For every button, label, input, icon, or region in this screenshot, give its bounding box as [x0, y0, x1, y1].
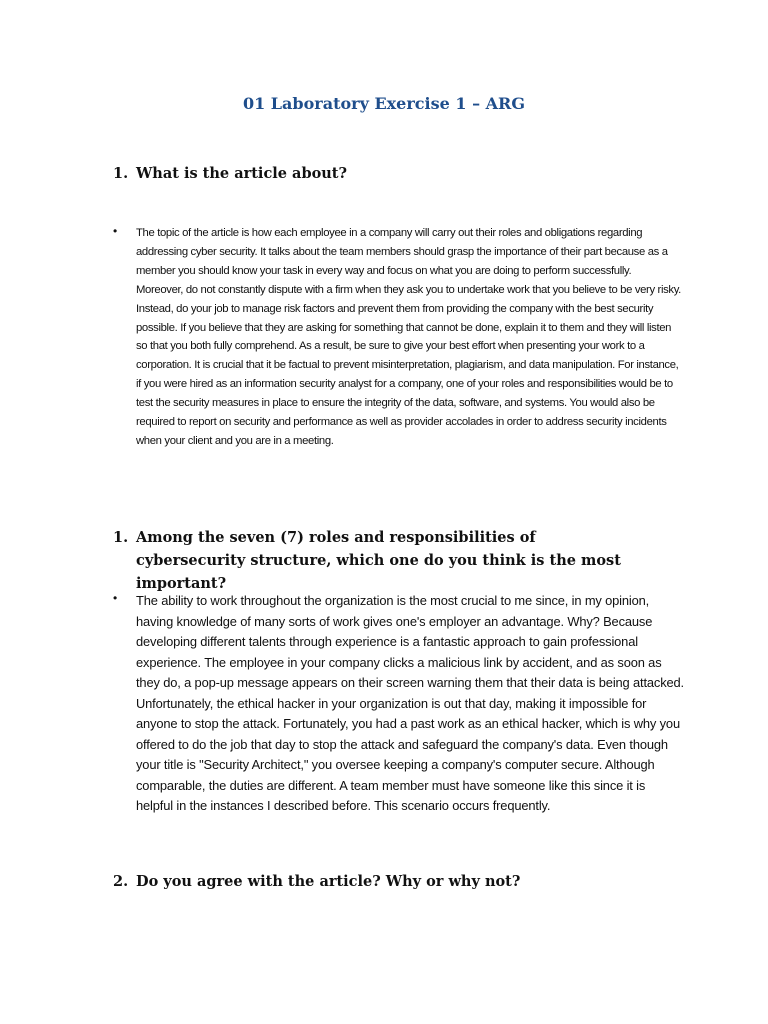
question-1-number: 1.	[113, 165, 129, 182]
bullet-icon: •	[113, 224, 118, 238]
question-1-text: What is the article about?	[136, 165, 347, 182]
answer-2-paragraph: The ability to work throughout the organization is the most crucial to me since, in my opinion, having knowledge of many sorts of work gives one's employer an advantage. Why? Because developing different talents through experience is a fantastic approach to gain professional experience. The employee in your company clicks a malicious link by accident, and as soon as they do, a pop-up message appears on their screen warning them that their data is being attacked. Unfortunately, the ethical hacker in your organization is out that day, making it impossible for anyone to stop the attack. Fortunately, you had a past work as an ethical hacker, which is why you offered to do the job that day to stop the attack and safeguard the company's data. Even though your title is "Security Architect," you oversee keeping a company's computer secure. Although comparable, the duties are different. A team member must have someone like this since it is helpful in the instances I described before. This scenario occurs frequently.	[136, 593, 684, 813]
question-3-text: Do you agree with the article? Why or why not?	[136, 873, 521, 890]
question-3-heading	[113, 870, 633, 893]
question-1-heading	[113, 162, 633, 185]
question-2-text: Among the seven (7) roles and responsibilities of cybersecurity structure, which one do you think is the most important?	[136, 529, 621, 592]
document-title: 01 Laboratory Exercise 1 – ARG	[242, 94, 526, 113]
question-2-number: 1.	[113, 529, 129, 546]
answer-1-paragraph: The topic of the article is how each employee in a company will carry out their roles and obligations regarding addressing cyber security. It talks about the team members should grasp the importance of their part because as a member you should know your task in every way and focus on what you are doing to perform successfully. Moreover, do not constantly dispute with a firm when they ask you to undertake work that you believe to be very risky. Instead, do your job to manage risk factors and prevent them from providing the company with the best security possible. If you believe that they are asking for something that cannot be done, explain it to them and they will listen so that you both fully comprehend. As a result, be sure to give your best effort when presenting your work to a corporation. It is crucial that it be factual to prevent misinterpretation, plagiarism, and data manipulation. For instance, if you were hired as an information security analyst for a company, one of your roles and responsibilities would be to test the security measures in place to ensure the integrity of the data, software, and systems. You would also be required to report on security and performance as well as provider accolades in order to address security incidents when your client and you are in a meeting.	[136, 227, 681, 447]
question-3-number: 2.	[113, 873, 129, 890]
bullet-icon: •	[113, 591, 118, 605]
question-2-heading	[113, 526, 633, 595]
